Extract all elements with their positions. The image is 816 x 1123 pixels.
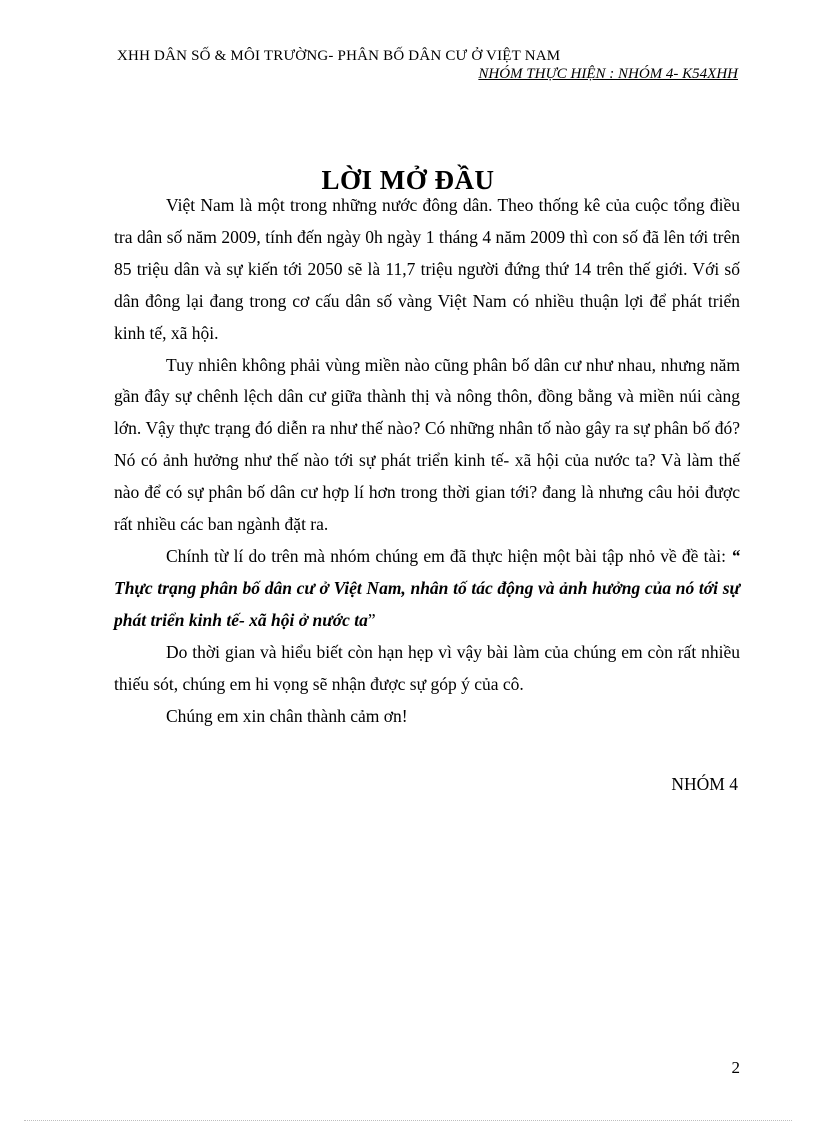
topic-title: “ Thực trạng phân bố dân cư ở Việt Nam, nhân tố tác động và ảnh hưởng của nó tới sự phát triển kinh tế- xã hội ở nước ta bbox=[114, 545, 740, 630]
page-number: 2 bbox=[731, 1058, 740, 1077]
topic-intro-text: Chính từ lí do trên mà nhóm chúng em đã thực hiện một bài tập nhỏ về đề tài: bbox=[166, 545, 732, 566]
page-bottom-edge bbox=[24, 1120, 792, 1121]
paragraph-limitations: Do thời gian và hiểu biết còn hạn hẹp vì vậy bài làm của chúng em còn rất nhiều thiếu sót, chúng em hi vọng sẽ nhận được sự góp ý của cô. bbox=[114, 641, 740, 694]
page-title: LỜI MỞ ĐẦU bbox=[321, 165, 495, 196]
document-body bbox=[114, 190, 740, 732]
paragraph-topic bbox=[114, 541, 740, 637]
paragraph-distribution: Tuy nhiên không phải vùng miền nào cũng phân bố dân cư như nhau, nhưng năm gần đây sự chênh lệch dân cư giữa thành thị và nông thôn, đồng bằng và miền núi càng lớn. Vậy thực trạng đó diễn ra như thế nào? Có những nhân tố nào gây ra sự phân bố đó? Nó có ảnh hưởng như thế nào tới sự phát triển kinh tế- xã hội của nước ta? Và làm thế nào để có sự phân bố dân cư hợp lí hơn trong thời gian tới? đang là nhưng câu hỏi được rất nhiều các ban ngành đặt ra. bbox=[114, 354, 740, 535]
paragraph-intro: Việt Nam là một trong những nước đông dân. Theo thống kê của cuộc tổng điều tra dân số năm 2009, tính đến ngày 0h ngày 1 tháng 4 năm 2009 thì con số đã lên tới trên 85 triệu dân và sự kiến tới 2050 sẽ là 11,7 triệu người đứng thứ 14 trên thế giới. Với số dân đông lại đang trong cơ cấu dân số vàng Việt Nam có nhiều thuận lợi để phát triển kinh tế, xã hội. bbox=[114, 195, 740, 343]
paragraph-thanks: Chúng em xin chân thành cảm ơn! bbox=[166, 705, 408, 726]
topic-close-quote: ” bbox=[367, 609, 376, 630]
running-header-title: XHH DÂN SỐ & MÔI TRƯỜNG- PHÂN BỐ DÂN CƯ Ở VIỆT NAM bbox=[117, 48, 561, 64]
signature: NHÓM 4 bbox=[671, 774, 738, 794]
running-header-group: NHÓM THỰC HIỆN : NHÓM 4- K54XHH bbox=[478, 66, 738, 82]
